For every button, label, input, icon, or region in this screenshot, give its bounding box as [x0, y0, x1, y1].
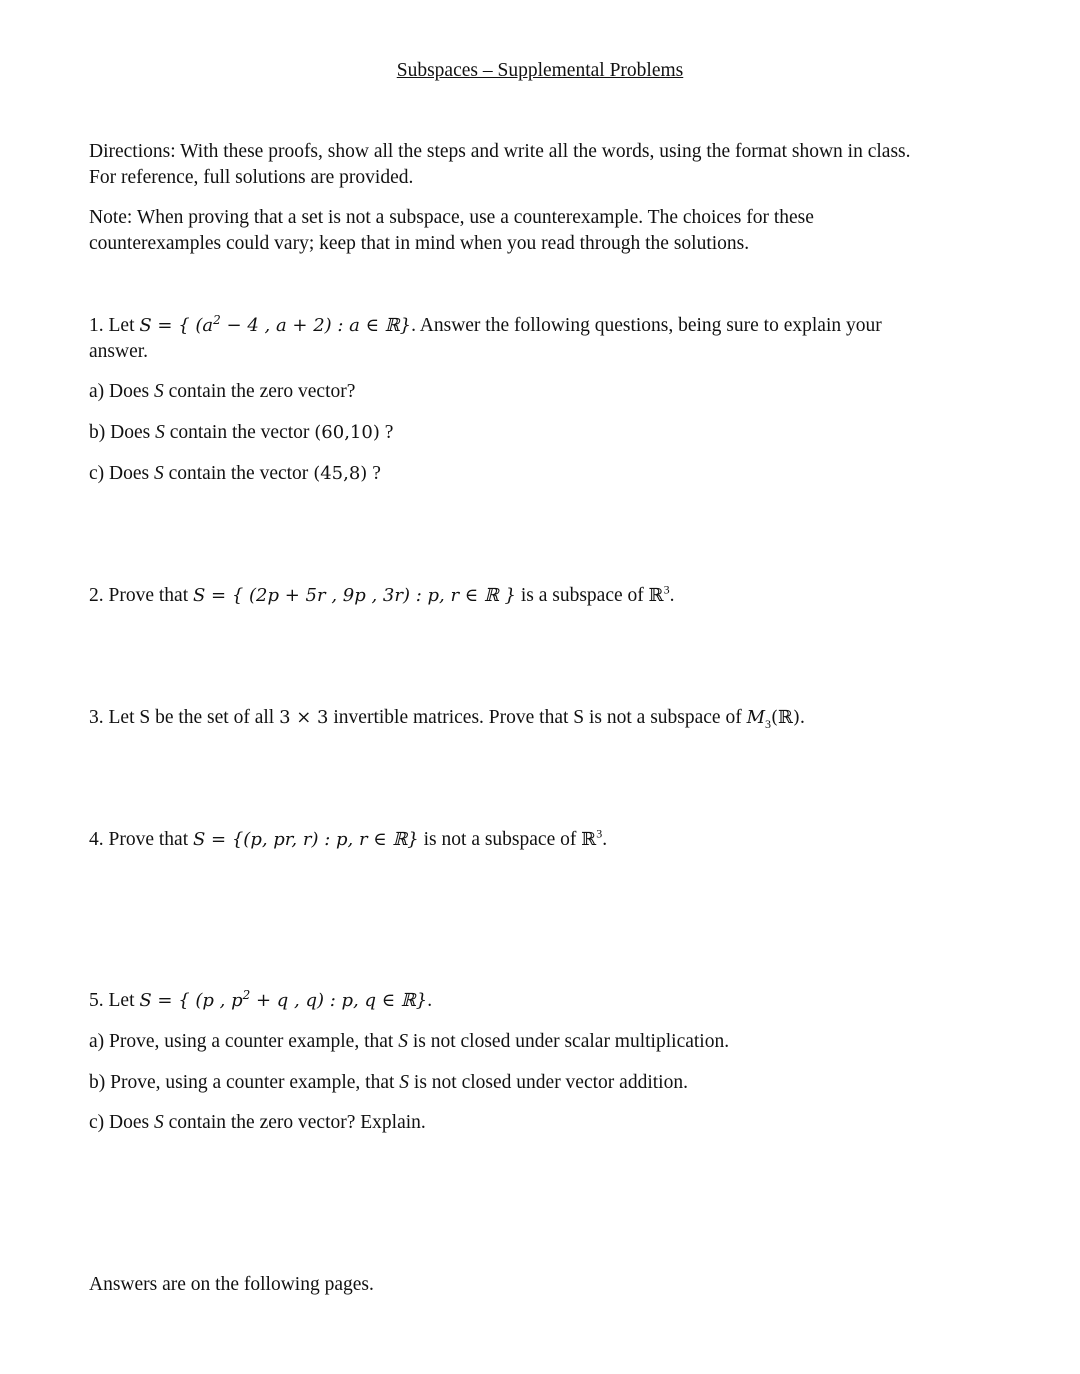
directions-line-2: For reference, full solutions are provided. — [89, 167, 414, 188]
problem-5-set-definition: S = { (p , $p^2 + q$ , q) : p, q ∈ ℝ} — [139, 988, 428, 1011]
problem-1a: a) Does S contain the zero vector? — [89, 381, 356, 402]
problem-2: 2. Prove that S = { (2p + 5r , 9p , 3r) : p, r ∈ ℝ } is a subspace of ℝ$^3$. — [89, 582, 675, 606]
problem-5b: b) Prove, using a counter example, that S is not closed under vector addition. — [89, 1072, 688, 1093]
problem-4: 4. Prove that S = {(p, pr, r) : p, r ∈ ℝ} is not a subspace of ℝ$^3$. — [89, 826, 608, 850]
problem-3: 3. Let S be the set of all 3 × 3 invertible matrices. Prove that S is not a subspace of $M_3(ℝ)$. — [89, 707, 805, 731]
problem-1-set-definition: S = { ($a^2 - 4$ , a + 2) : a ∈ ℝ} — [139, 313, 412, 336]
footer-note: Answers are on the following pages. — [89, 1274, 374, 1295]
problem-5-statement: 5. Let S = { (p , $p^2 + q$ , q) : p, q ∈ ℝ}. — [89, 988, 433, 1011]
note-line-1: Note: When proving that a set is not a subspace, use a counterexample. The choices for these — [89, 207, 814, 228]
problem-5a: a) Prove, using a counter example, that S is not closed under scalar multiplication. — [89, 1031, 730, 1052]
problem-1-statement: 1. Let S = { ($a^2 - 4$ , a + 2) : a ∈ ℝ}. Answer the following questions, being sure to explain your — [89, 313, 882, 336]
problem-1-statement-cont: answer. — [89, 341, 149, 362]
directions-line-1: Directions: With these proofs, show all the steps and write all the words, using the format shown in class. — [89, 141, 911, 162]
problem-2-set-definition: S = { (2p + 5r , 9p , 3r) : p, r ∈ ℝ } — [192, 585, 516, 606]
problem-1b: b) Does S contain the vector (60,10) ? — [89, 422, 394, 443]
note-line-2: counterexamples could vary; keep that in mind when you read through the solutions. — [89, 233, 750, 254]
page-title: Subspaces – Supplemental Problems — [396, 60, 684, 81]
problem-1c: c) Does S contain the vector (45,8) ? — [89, 463, 381, 484]
problem-4-set-definition: S = {(p, pr, r) : p, r ∈ ℝ} — [192, 829, 419, 850]
problem-5c: c) Does S contain the zero vector? Explain. — [89, 1112, 426, 1133]
